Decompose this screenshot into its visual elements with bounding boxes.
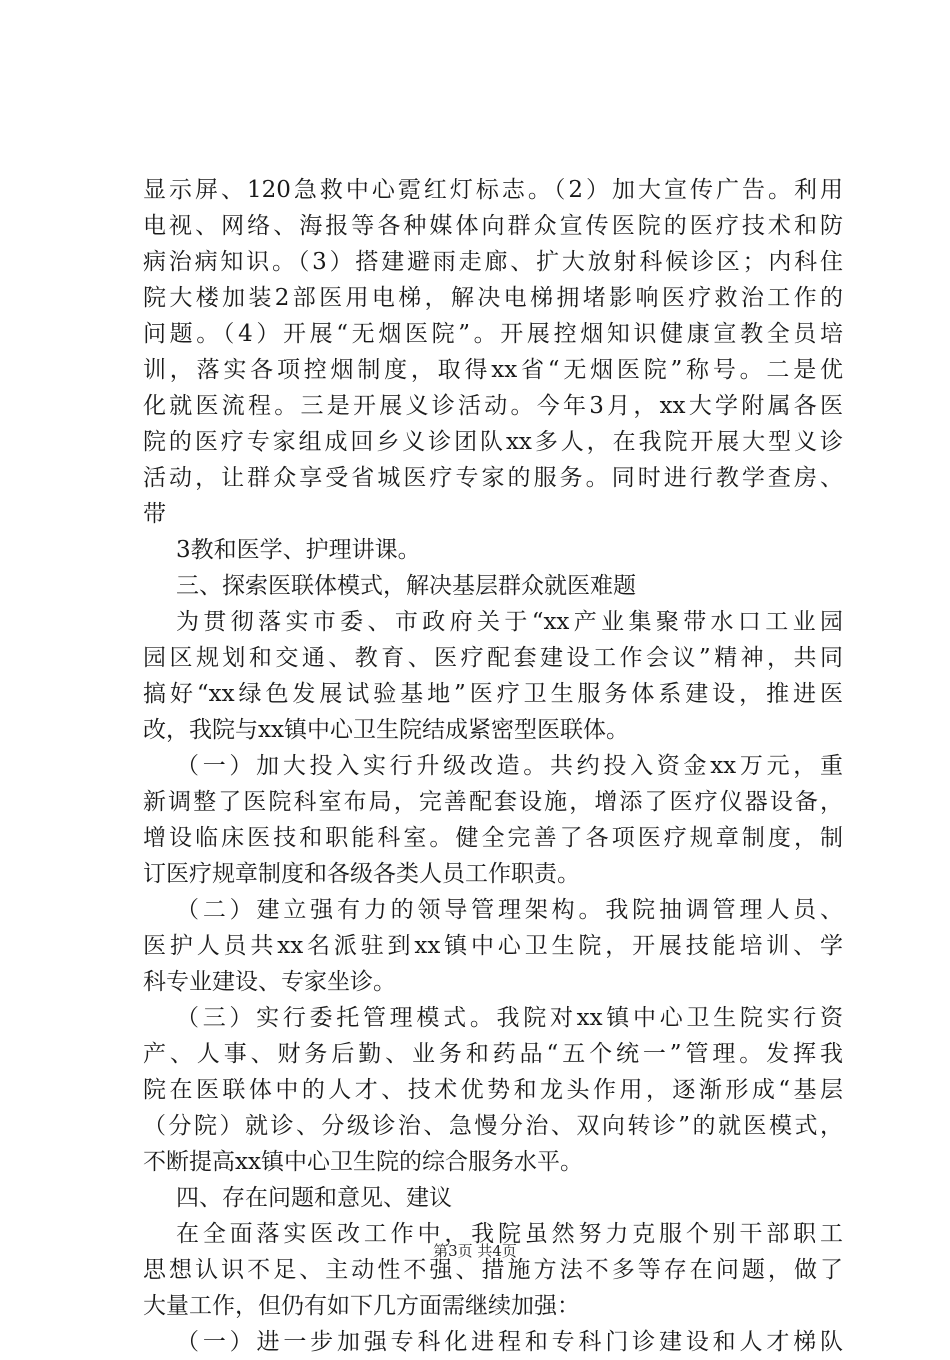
text-line: 改，我院与xx镇中心卫生院结成紧密型医联体。 (143, 717, 629, 743)
text-line: 问题。（4）开展“无烟医院”。开展控烟知识健康宣教全员培 (143, 321, 843, 347)
text-line: 订医疗规章制度和各级各类人员工作职责。 (143, 861, 580, 887)
text-line: （分院）就诊、分级诊治、急慢分治、双向转诊”的就医模式， (143, 1113, 843, 1139)
text-line: 医护人员共xx名派驻到xx镇中心卫生院，开展技能培训、学 (143, 933, 843, 959)
text-line: 三、探索医联体模式，解决基层群众就医难题 (176, 573, 636, 599)
text-line: 显示屏、120急救中心霓红灯标志。（2）加大宣传广告。利用 (143, 177, 843, 203)
text-line: 科专业建设、专家坐诊。 (143, 969, 396, 995)
text-line: 院在医联体中的人才、技术优势和龙头作用，逐渐形成“基层 (143, 1077, 843, 1103)
text-line: （一）进一步加强专科化进程和专科门诊建设和人才梯队 (176, 1329, 843, 1355)
text-line: 产、人事、财务后勤、业务和药品“五个统一”管理。发挥我 (143, 1041, 843, 1067)
text-line: 新调整了医院科室布局，完善配套设施，增添了医疗仪器设备， (143, 789, 843, 815)
text-line: 不断提高xx镇中心卫生院的综合服务水平。 (143, 1149, 583, 1175)
text-line: 思想认识不足、主动性不强、措施方法不多等存在问题，做了 (143, 1257, 843, 1283)
text-line: （一）加大投入实行升级改造。共约投入资金xx万元，重 (176, 753, 843, 779)
text-line: （二）建立强有力的领导管理架构。我院抽调管理人员、 (176, 897, 843, 923)
text-line: 电视、网络、海报等各种媒体向群众宣传医院的医疗技术和防 (143, 213, 843, 239)
text-line: 大量工作，但仍有如下几方面需继续加强： (143, 1293, 580, 1319)
text-line: 院的医疗专家组成回乡义诊团队xx多人，在我院开展大型义诊 (143, 429, 843, 455)
text-line: 搞好“xx绿色发展试验基地”医疗卫生服务体系建设，推进医 (143, 681, 843, 707)
text-line: 增设临床医技和职能科室。健全完善了各项医疗规章制度，制 (143, 825, 843, 851)
text-line: 带 (143, 501, 166, 527)
text-line: 院大楼加装2部医用电梯，解决电梯拥堵影响医疗救治工作的 (143, 285, 843, 311)
text-line: 为贯彻落实市委、市政府关于“xx产业集聚带水口工业园 (176, 609, 843, 635)
text-line: （三）实行委托管理模式。我院对xx镇中心卫生院实行资 (176, 1005, 843, 1031)
document-body (143, 172, 843, 1360)
text-line: 活动，让群众享受省城医疗专家的服务。同时进行教学查房、 (143, 465, 843, 491)
page-footer: 第3页 共4页 (433, 1242, 517, 1260)
text-line: 在全面落实医改工作中，我院虽然努力克服个别干部职工 (176, 1221, 843, 1247)
text-line: 病治病知识。（3）搭建避雨走廊、扩大放射科候诊区；内科住 (143, 249, 843, 275)
text-line: 化就医流程。三是开展义诊活动。今年3月，xx大学附属各医 (143, 393, 843, 419)
text-line: 园区规划和交通、教育、医疗配套建设工作会议”精神，共同 (143, 645, 843, 671)
text-line: 训，落实各项控烟制度，取得xx省“无烟医院”称号。二是优 (143, 357, 843, 383)
text-line: 3教和医学、护理讲课。 (176, 537, 421, 563)
text-line: 四、存在问题和意见、建议 (176, 1185, 452, 1211)
